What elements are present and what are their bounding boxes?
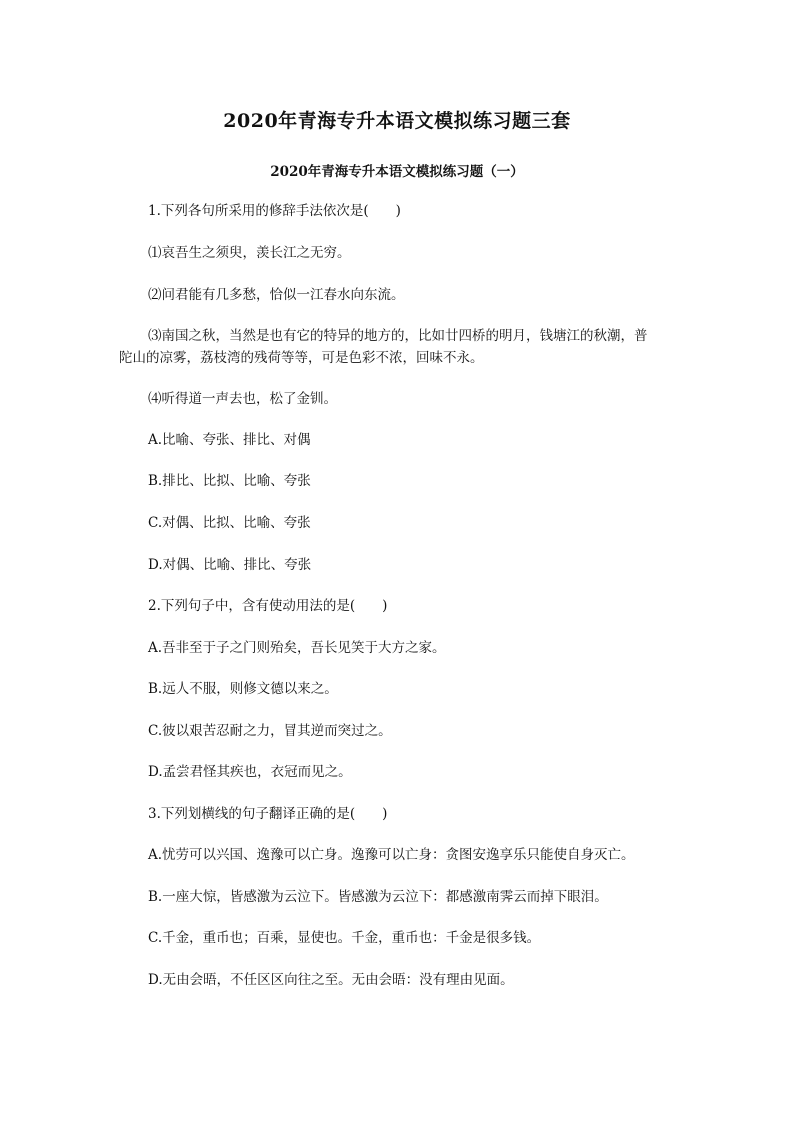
question-1-sentence-1: ⑴哀吾生之须臾，羡长江之无穷。: [148, 245, 351, 261]
question-3-option-d: D.无由会晤，不任区区向往之至。无由会晤：没有理由见面。: [148, 972, 514, 988]
question-3-option-c: C.千金，重币也；百乘，显使也。千金，重币也：千金是很多钱。: [148, 930, 541, 946]
question-3-option-b: B.一座大惊，皆感激为云泣下。皆感激为云泣下：都感激南霁云而掉下眼泪。: [148, 889, 608, 905]
question-2-option-c: C.彼以艰苦忍耐之力，冒其逆而突过之。: [148, 723, 392, 739]
question-1-sentence-3-line-2: 陀山的凉雾，荔枝湾的残荷等等，可是色彩不浓，回味不永。: [119, 350, 484, 366]
question-2-option-a: A.吾非至于子之门则殆矣，吾长见笑于大方之家。: [148, 640, 446, 656]
question-2-stem: 2.下列句子中，含有使动用法的是( ): [148, 598, 388, 614]
question-1-stem: 1.下列各句所采用的修辞手法依次是( ): [148, 203, 401, 219]
question-2-option-d: D.孟尝君怪其疾也，衣冠而见之。: [148, 764, 352, 780]
document-title: 2020年青海专升本语文模拟练习题三套: [223, 110, 571, 132]
question-1-option-c: C.对偶、比拟、比喻、夸张: [148, 515, 311, 531]
question-1-sentence-3-line-1: ⑶南国之秋，当然是也有它的特异的地方的，比如廿四桥的明月，钱塘江的秋潮，普: [148, 328, 648, 344]
question-1-option-b: B.排比、比拟、比喻、夸张: [148, 473, 311, 489]
question-1-sentence-2: ⑵问君能有几多愁，恰似一江春水向东流。: [148, 287, 405, 303]
question-1-option-d: D.对偶、比喻、排比、夸张: [148, 557, 312, 573]
question-3-stem: 3.下列划横线的句子翻译正确的是( ): [148, 806, 388, 822]
section-title: 2020年青海专升本语文模拟练习题（一）: [270, 164, 524, 180]
question-3-option-a: A.忧劳可以兴国、逸豫可以亡身。逸豫可以亡身：贪图安逸享乐只能使自身灭亡。: [148, 847, 635, 863]
question-1-option-a: A.比喻、夸张、排比、对偶: [148, 432, 311, 448]
question-2-option-b: B.远人不服，则修文德以来之。: [148, 681, 338, 697]
question-1-sentence-4: ⑷听得道一声去也，松了金钏。: [148, 391, 337, 407]
